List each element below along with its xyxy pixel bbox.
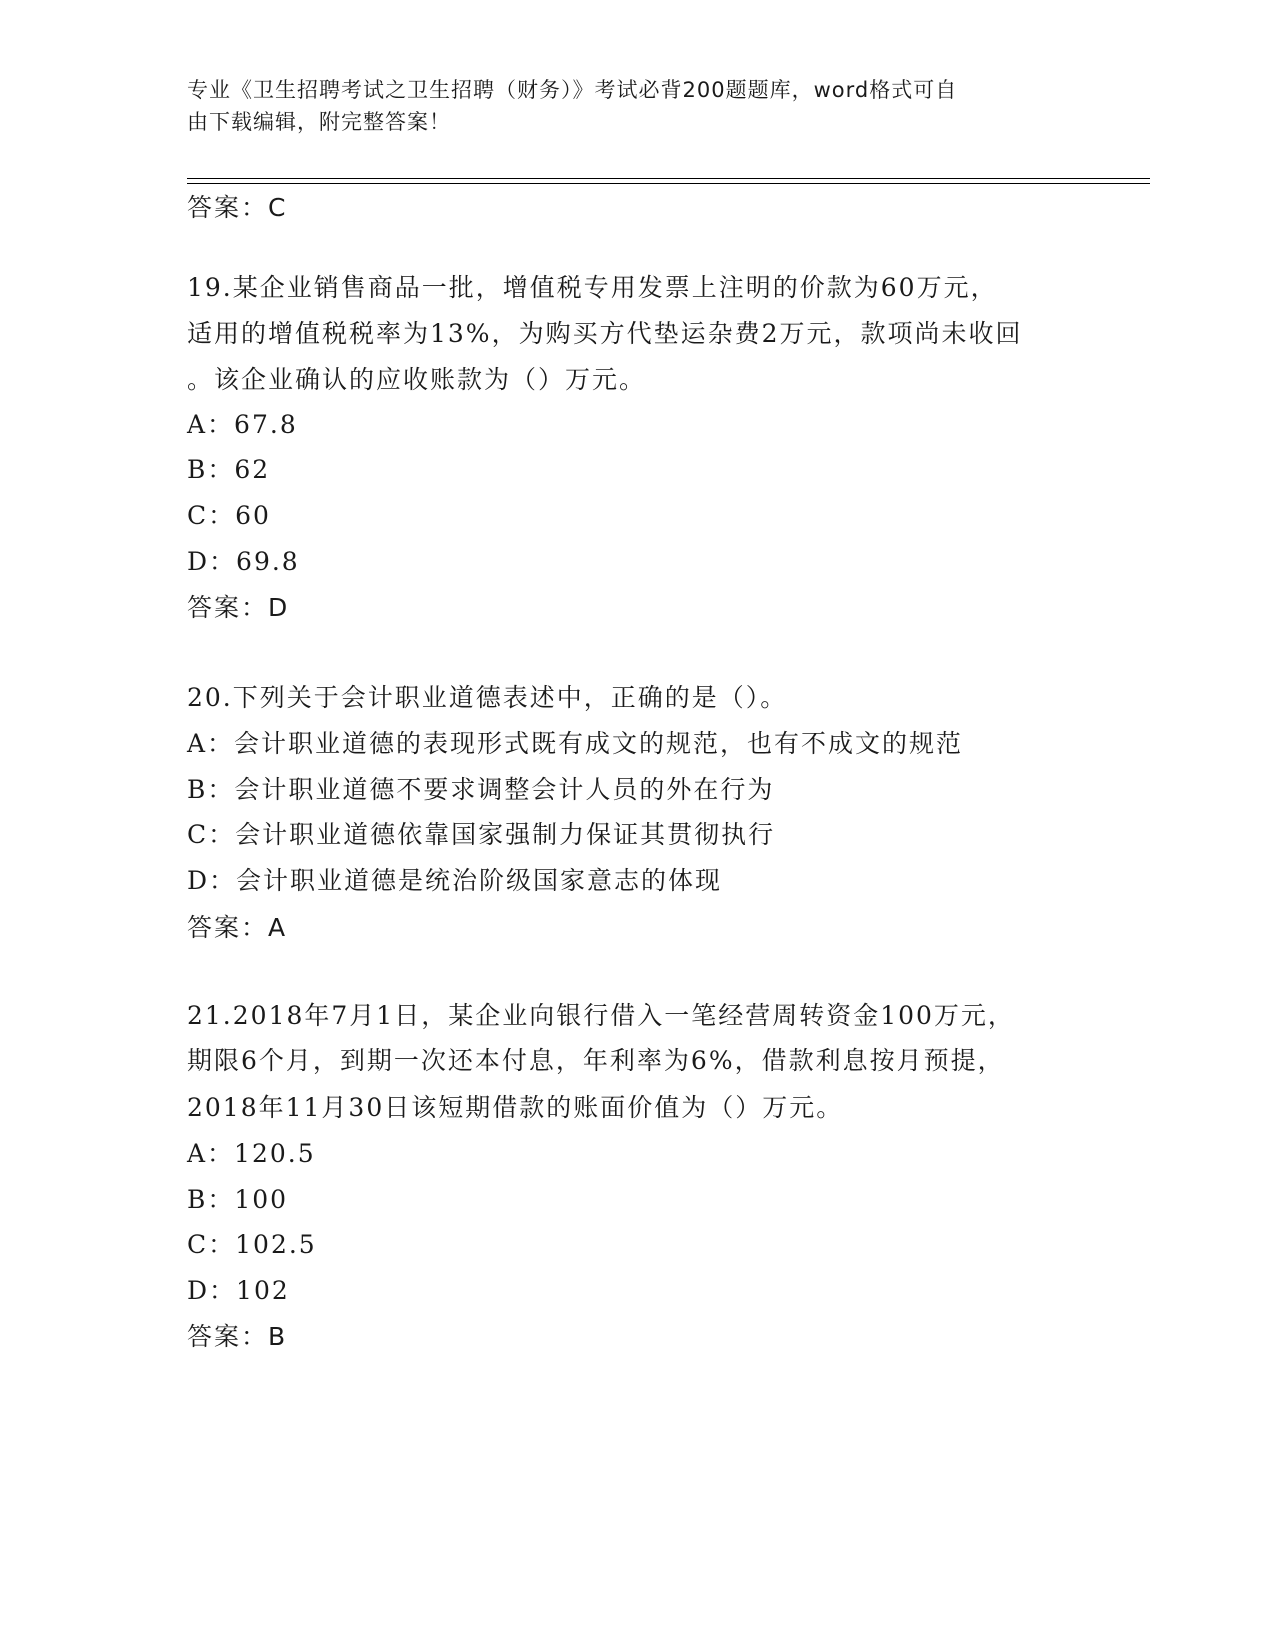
answer-label: 答案：A xyxy=(187,913,288,942)
header-rule-bottom xyxy=(187,183,1150,184)
option-a: A：67.8 xyxy=(187,410,298,439)
option-c: C：60 xyxy=(187,501,271,530)
answer-label: 答案：B xyxy=(187,1322,288,1351)
document-header: 专业《卫生招聘考试之卫生招聘（财务）》考试必背200题题库，word格式可自 由下载编辑，附完整答案！ xyxy=(187,78,958,134)
header-rule-top xyxy=(187,178,1150,179)
answer-label: 答案：D xyxy=(187,593,290,622)
option-b: B：会计职业道德不要求调整会计人员的外在行为 xyxy=(187,775,775,804)
option-b: B：100 xyxy=(187,1185,289,1214)
question-text-line: 期限6个月，到期一次还本付息，年利率为6%，借款利息按月预提， xyxy=(187,1046,1005,1075)
option-c: C：会计职业道德依靠国家强制力保证其贯彻执行 xyxy=(187,820,776,849)
question-text-line: 。该企业确认的应收账款为（）万元。 xyxy=(187,365,647,394)
option-d: D：102 xyxy=(187,1276,290,1305)
option-a: A：会计职业道德的表现形式既有成文的规范，也有不成文的规范 xyxy=(187,729,964,758)
option-d: D：会计职业道德是统治阶级国家意志的体现 xyxy=(187,866,723,895)
question-text-line: 适用的增值税税率为13%，为购买方代垫运杂费2万元，款项尚未收回 xyxy=(187,319,1023,348)
option-d: D：69.8 xyxy=(187,547,300,576)
question-text-line: 20.下列关于会计职业道德表述中，正确的是（）。 xyxy=(187,683,788,712)
question-text-line: 19.某企业销售商品一批，增值税专用发票上注明的价款为60万元， xyxy=(187,273,998,302)
answer-label: 答案：C xyxy=(187,193,288,222)
option-c: C：102.5 xyxy=(187,1230,317,1259)
option-a: A：120.5 xyxy=(187,1139,316,1168)
option-b: B：62 xyxy=(187,455,271,484)
question-text-line: 21.2018年7月1日，某企业向银行借入一笔经营周转资金100万元， xyxy=(187,1001,1015,1030)
question-text-line: 2018年11月30日该短期借款的账面价值为（）万元。 xyxy=(187,1093,844,1122)
